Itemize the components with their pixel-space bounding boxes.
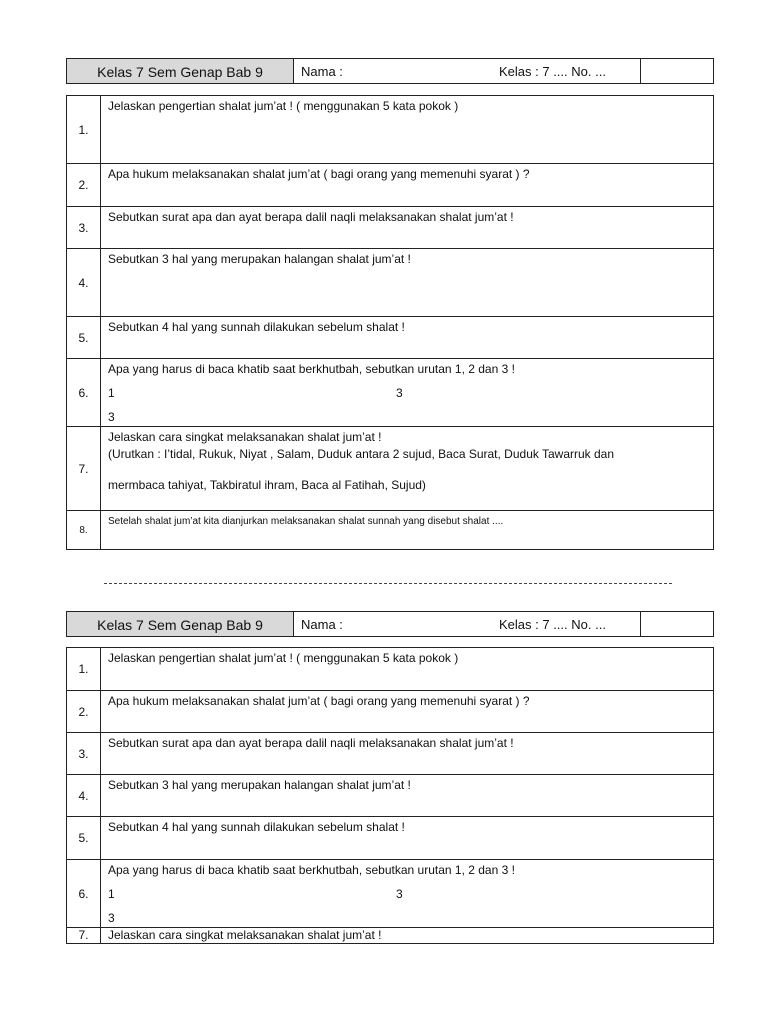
question-text: Apa hukum melaksanakan shalat jum’at ( bagi orang yang memenuhi syarat ) ? (101, 164, 714, 207)
question-row (67, 928, 714, 944)
question-text: Jelaskan pengertian shalat jum’at ! ( menggunakan 5 kata pokok ) (101, 648, 714, 691)
question-row (67, 860, 714, 928)
question-text (101, 427, 714, 511)
question-row (67, 511, 714, 550)
question-row (67, 648, 714, 691)
question-text (101, 359, 714, 427)
question-text (101, 860, 714, 928)
worksheet-1-questions (66, 95, 714, 550)
question-text: Jelaskan pengertian shalat jum’at ! ( menggunakan 5 kata pokok ) (101, 96, 714, 164)
question-text: Jelaskan cara singkat melaksanakan shalat jum’at ! (101, 928, 714, 944)
answer-marker-1: 1 (108, 887, 115, 901)
question-number: 2. (67, 691, 101, 733)
worksheet-title: Kelas 7 Sem Genap Bab 9 (67, 59, 294, 83)
question-text: Sebutkan surat apa dan ayat berapa dalil naqli melaksanakan shalat jum’at ! (101, 207, 714, 249)
question-number: 7. (67, 928, 101, 944)
question-number: 4. (67, 775, 101, 817)
header-divider (640, 59, 641, 83)
question-number: 7. (67, 427, 101, 511)
question-row (67, 817, 714, 860)
question-row (67, 164, 714, 207)
kelas-label: Kelas : 7 .... No. ... (499, 617, 606, 632)
worksheet-title: Kelas 7 Sem Genap Bab 9 (67, 612, 294, 636)
question-number: 5. (67, 817, 101, 860)
worksheet-1-header (66, 58, 714, 84)
question-line-3: mermbaca tahiyat, Takbiratul ihram, Baca al Fatihah, Sujud) (108, 478, 426, 492)
question-number: 2. (67, 164, 101, 207)
question-number: 8. (67, 511, 101, 550)
answer-marker-3: 3 (396, 887, 403, 901)
kelas-label: Kelas : 7 .... No. ... (499, 64, 606, 79)
question-row (67, 359, 714, 427)
question-row (67, 427, 714, 511)
worksheet-2-questions (66, 647, 714, 944)
question-row (67, 775, 714, 817)
question-row (67, 249, 714, 317)
question-row (67, 733, 714, 775)
nama-label: Nama : (301, 617, 343, 632)
question-row (67, 691, 714, 733)
answer-marker-1: 1 (108, 386, 115, 400)
question-text: Sebutkan surat apa dan ayat berapa dalil naqli melaksanakan shalat jum’at ! (101, 733, 714, 775)
question-number: 3. (67, 207, 101, 249)
question-number: 6. (67, 359, 101, 427)
question-text: Sebutkan 4 hal yang sunnah dilakukan sebelum shalat ! (101, 817, 714, 860)
question-number: 3. (67, 733, 101, 775)
question-prompt: Apa yang harus di baca khatib saat berkhutbah, sebutkan urutan 1, 2 dan 3 ! (108, 362, 515, 376)
question-text: Setelah shalat jum’at kita dianjurkan melaksanakan shalat sunnah yang disebut shalat .... (101, 511, 714, 550)
line-gap (108, 463, 713, 477)
question-text: Sebutkan 4 hal yang sunnah dilakukan sebelum shalat ! (101, 317, 714, 359)
question-text: Sebutkan 3 hal yang merupakan halangan shalat jum’at ! (101, 249, 714, 317)
question-row (67, 207, 714, 249)
question-number: 1. (67, 648, 101, 691)
question-text: Apa hukum melaksanakan shalat jum’at ( bagi orang yang memenuhi syarat ) ? (101, 691, 714, 733)
question-row (67, 317, 714, 359)
question-prompt: Apa yang harus di baca khatib saat berkhutbah, sebutkan urutan 1, 2 dan 3 ! (108, 863, 515, 877)
answer-marker-3-lower: 3 (108, 911, 115, 925)
answer-marker-3: 3 (396, 386, 403, 400)
worksheet-2-header (66, 611, 714, 637)
question-line-1: Jelaskan cara singkat melaksanakan shalat jum’at ! (108, 430, 382, 444)
question-number: 5. (67, 317, 101, 359)
question-number: 4. (67, 249, 101, 317)
question-row (67, 96, 714, 164)
question-number: 1. (67, 96, 101, 164)
header-divider (640, 612, 641, 636)
question-number: 6. (67, 860, 101, 928)
nama-label: Nama : (301, 64, 343, 79)
question-text: Sebutkan 3 hal yang merupakan halangan shalat jum’at ! (101, 775, 714, 817)
cut-line-separator (104, 583, 672, 584)
question-line-2: (Urutkan : I’tidal, Rukuk, Niyat , Salam, Duduk antara 2 sujud, Baca Surat, Duduk Tawarruk dan (108, 447, 615, 461)
answer-marker-3-lower: 3 (108, 410, 115, 424)
